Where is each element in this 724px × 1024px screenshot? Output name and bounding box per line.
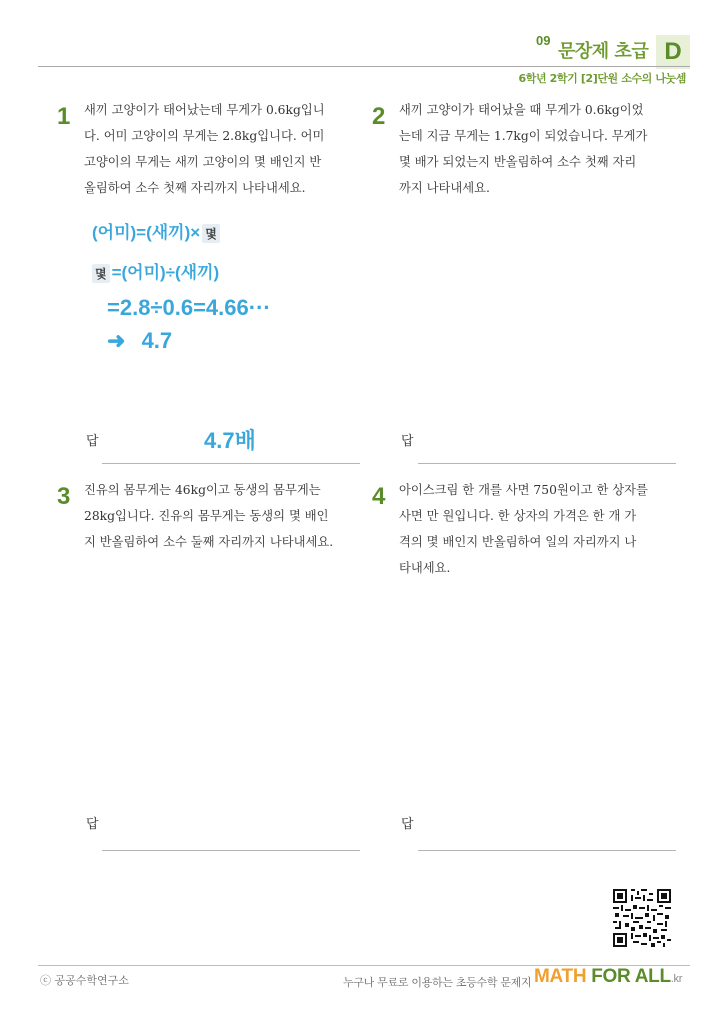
answer-1-label: 답 [86,434,99,449]
answer-3-line [102,850,360,851]
problem-2-line: 는데 지금 무게는 1.7kg이 되었습니다. 무게가 [399,129,648,143]
problem-3-line: 진유의 몸무게는 46kg이고 동생의 몸무게는 [84,483,321,497]
header-divider [38,66,690,67]
brand-logo[interactable] [534,966,682,988]
problem-4-line: 아이스크림 한 개를 사면 750원이고 한 상자를 [399,483,648,497]
unknown-chip: 몇 [92,264,110,283]
qr-code-icon[interactable] [613,889,671,947]
problem-3-number: 3 [57,483,71,510]
worksheet-title: 문장제 초급 [558,41,649,62]
problem-1-line: 다. 어미 고양이의 무게는 2.8kg입니다. 어미 [84,129,325,143]
problem-2-number: 2 [372,103,386,130]
level-badge: D [656,35,690,69]
footer-tagline: 누구나 무료로 이용하는 초등수학 문제지 [343,976,532,989]
problem-3-line: 지 반올림하여 소수 둘째 자리까지 나타내세요. [84,535,334,549]
answer-1-line [102,463,360,464]
problem-1-line: 올림하여 소수 첫째 자리까지 나타내세요. [84,181,306,195]
problem-2-text [399,97,677,201]
brand-for-all: FOR ALL [586,966,671,987]
worksheet-number: 09 [536,33,551,48]
rounded-value: 4.7 [141,328,173,353]
problem-1-line: 새끼 고양이가 태어났는데 무게가 0.6kg입니 [84,103,325,117]
brand-math: MATH [534,966,587,987]
problem-3-text [84,477,362,555]
solution-1-calculation: =2.8÷0.6=4.66··· [107,295,271,320]
footer-copyright: ⓒ 공공수학연구소 [40,974,129,987]
solution-1-formula-line2 [92,258,219,283]
answer-2-line [418,463,676,464]
problem-4-text [399,477,677,581]
problem-1-text [84,97,362,201]
brand-kr: .kr [670,973,683,985]
solution-1-rounded [107,328,172,354]
problem-4-line: 격의 몇 배인지 반올림하여 일의 자리까지 나 [399,535,637,549]
arrow-right-icon: ➜ [107,328,126,353]
answer-2-label: 답 [401,434,414,449]
unit-subtitle: 6학년 2학기 [2]단원 소수의 나눗셈 [518,72,686,85]
solution-formula-text: (어미)=(새끼)× [92,223,201,242]
problem-2-line: 몇 배가 되었는지 반올림하여 소수 첫째 자리 [399,155,637,169]
answer-4-label: 답 [401,817,414,832]
solution-1-formula-line1 [92,218,220,243]
problem-4-line: 사면 만 원입니다. 한 상자의 가격은 한 개 가 [399,509,637,523]
problem-1-line: 고양이의 무게는 새끼 고양이의 몇 배인지 반 [84,155,322,169]
problem-3-line: 28kg입니다. 진유의 몸무게는 동생의 몇 배인 [84,509,329,523]
problem-4-line: 타내세요. [399,561,451,575]
problem-4-number: 4 [372,483,386,510]
unknown-chip: 몇 [202,224,220,243]
answer-3-label: 답 [86,817,99,832]
answer-1-value: 4.7배 [204,428,256,453]
problem-2-line: 까지 나타내세요. [399,181,490,195]
problem-1-number: 1 [57,103,71,130]
problem-2-line: 새끼 고양이가 태어났을 때 무게가 0.6kg이었 [399,103,644,117]
answer-4-line [418,850,676,851]
solution-formula-text: =(어미)÷(새끼) [111,263,220,282]
